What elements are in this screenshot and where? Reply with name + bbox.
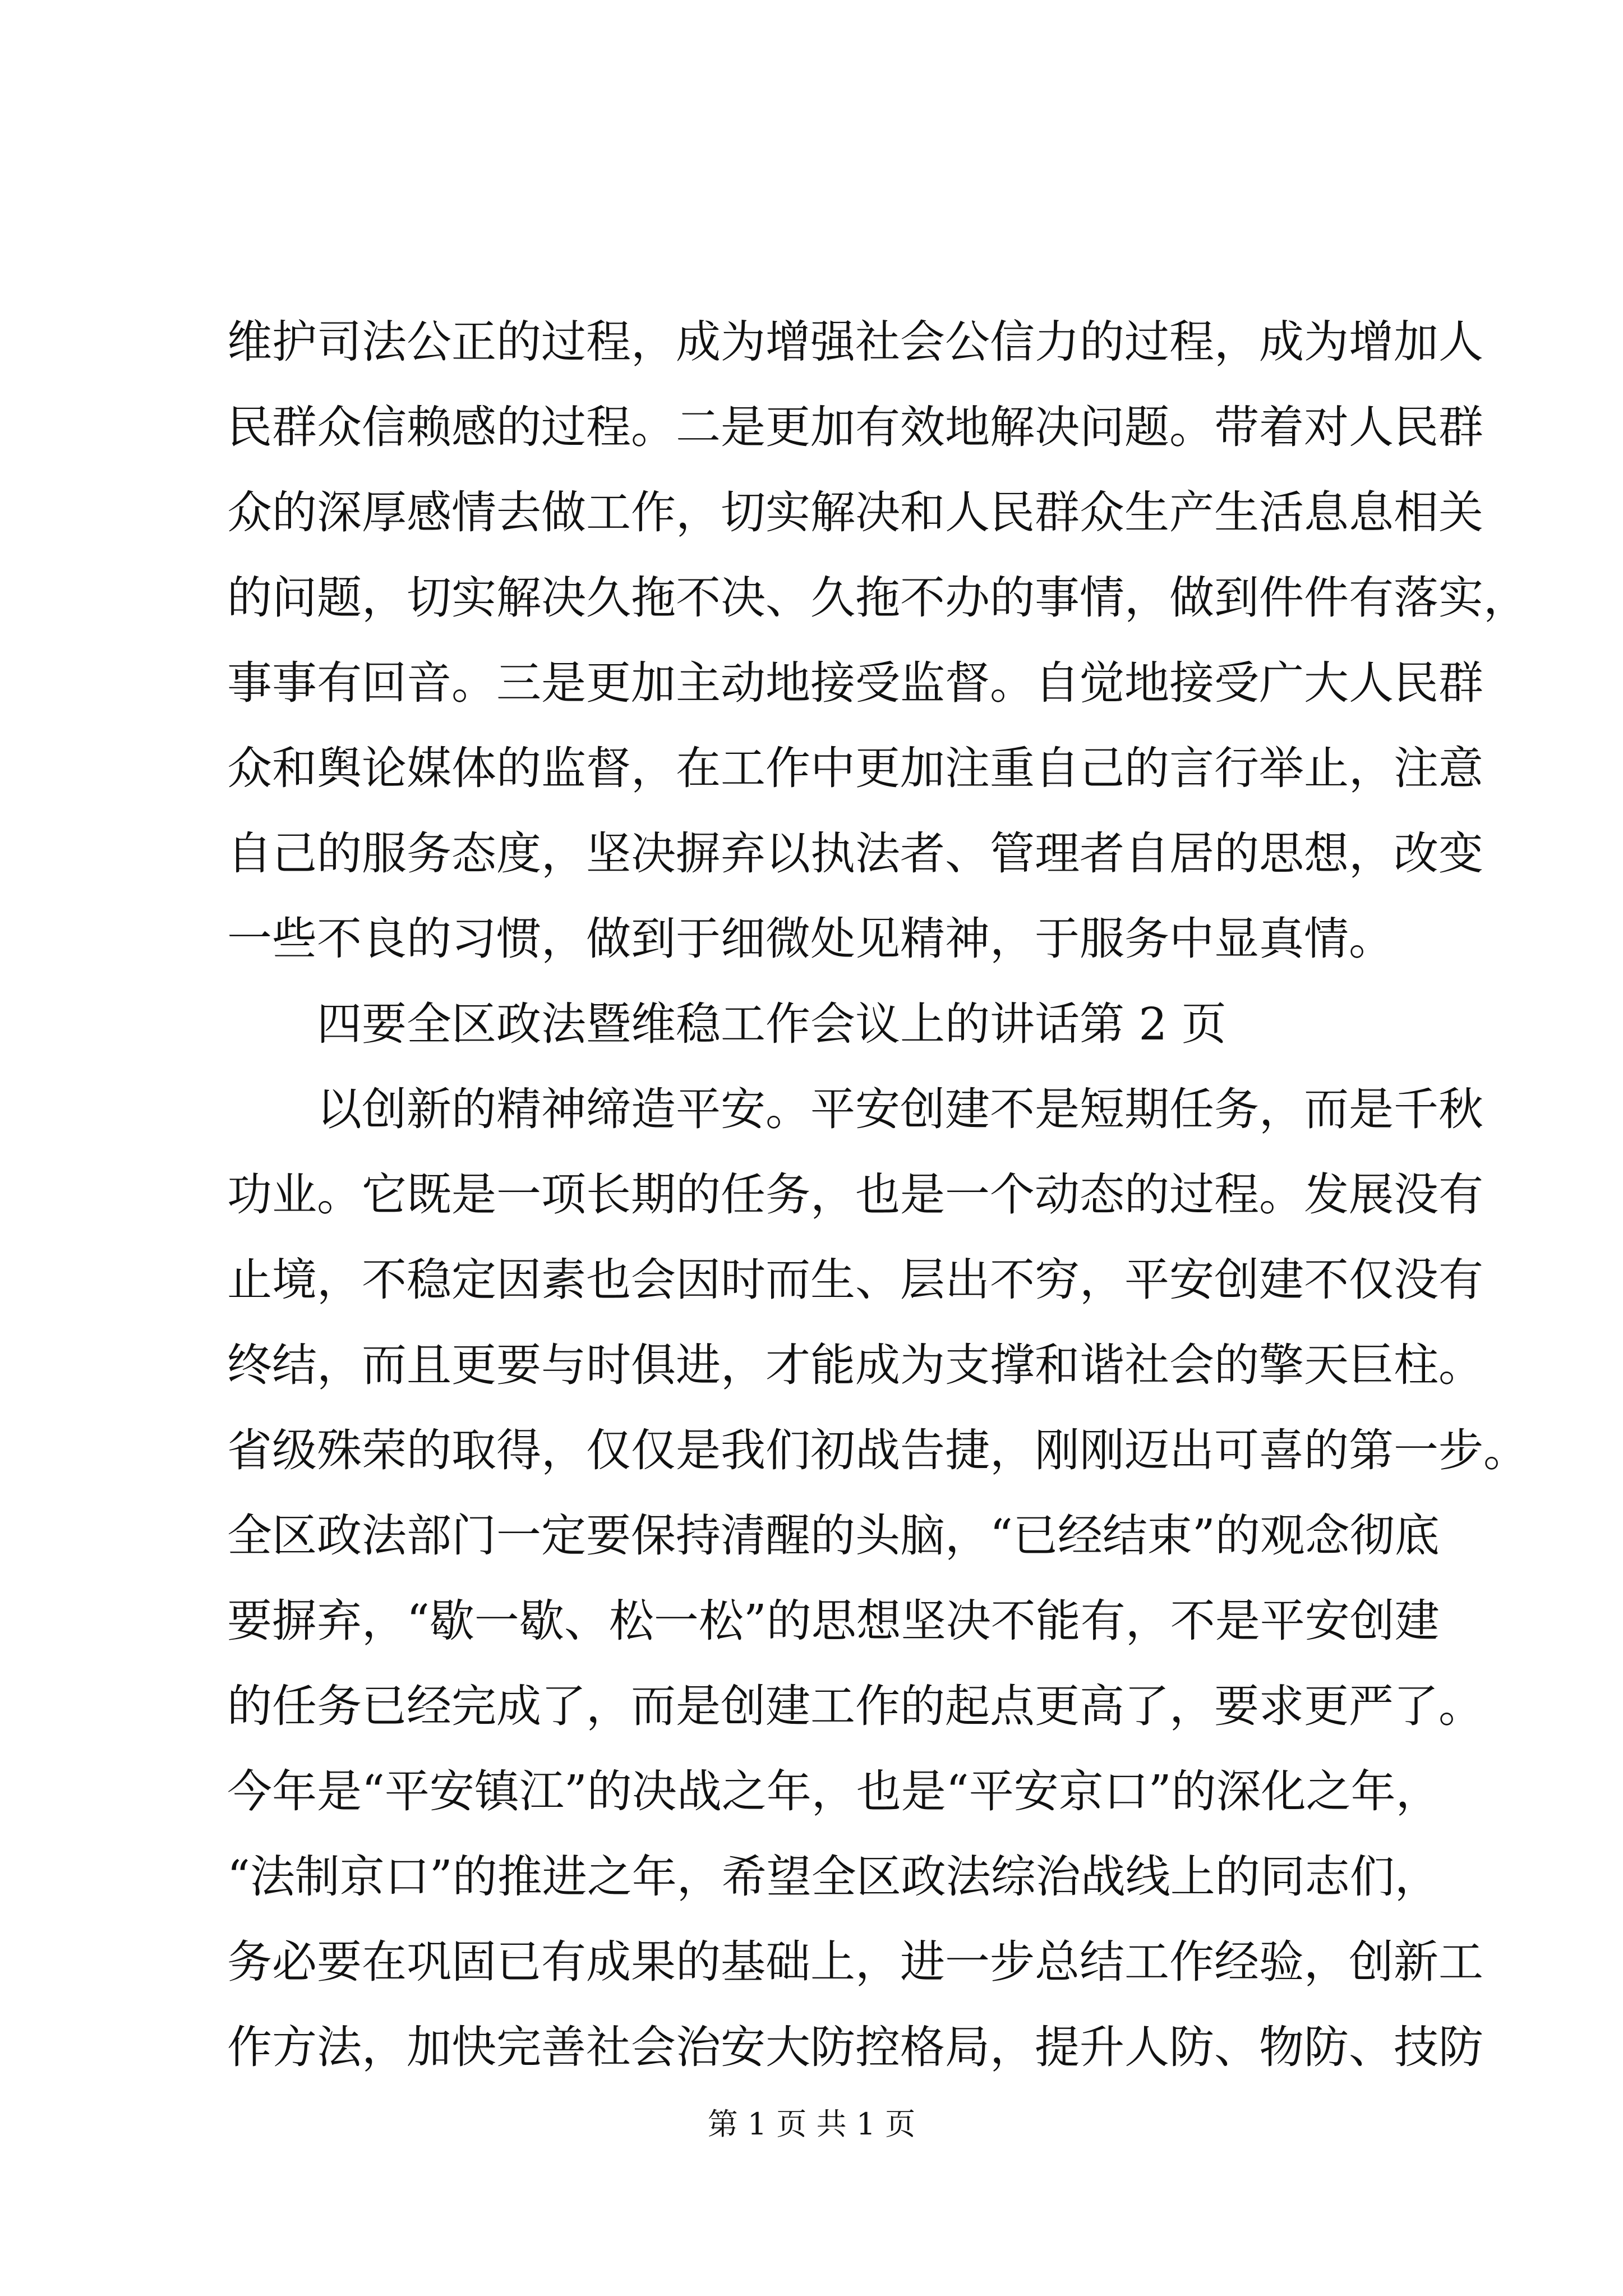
- text-line: 今年是“平安镇江”的决战之年，也是“平安京口”的深化之年，: [227, 1765, 1441, 1818]
- text-line: 的任务已经完成了，而是创建工作的起点更高了，要求更严了。: [227, 1680, 1483, 1732]
- text-line: 以创新的精神缔造平安。平安创建不是短期任务，而是千秋: [317, 1083, 1483, 1135]
- text-line: 的问题，切实解决久拖不决、久拖不办的事情，做到件件有落实，: [227, 572, 1528, 624]
- text-line: 止境，不稳定因素也会因时而生、层出不穷，平安创建不仅没有: [227, 1254, 1483, 1306]
- page-footer: [0, 2105, 1623, 2144]
- text-line: 省级殊荣的取得，仅仅是我们初战告捷，刚刚迈出可喜的第一步。: [227, 1424, 1528, 1476]
- text-line: 务必要在巩固已有成果的基础上，进一步总结工作经验，创新工: [227, 1936, 1483, 1988]
- text-line: 事事有回音。三是更加主动地接受监督。自觉地接受广大人民群: [227, 657, 1483, 709]
- page-number-label: 第 1 页 共 1 页: [707, 2106, 916, 2142]
- text-line: 众的深厚感情去做工作，切实解决和人民群众生产生活息息相关: [227, 486, 1483, 539]
- text-line: 民群众信赖感的过程。二是更加有效地解决问题。带着对人民群: [227, 401, 1483, 453]
- section-heading: 四要全区政法暨维稳工作会议上的讲话第 2 页: [317, 998, 1227, 1050]
- text-line: 全区政法部门一定要保持清醒的头脑，“已经结束”的观念彻底: [227, 1510, 1440, 1562]
- text-line: 作方法，加快完善社会治安大防控格局，提升人防、物防、技防: [227, 2021, 1483, 2073]
- text-line: 自己的服务态度，坚决摒弃以执法者、管理者自居的思想，改变: [227, 827, 1483, 880]
- text-line: 一些不良的习惯，做到于细微处见精神，于服务中显真情。: [227, 913, 1394, 965]
- text-line: 功业。它既是一项长期的任务，也是一个动态的过程。发展没有: [227, 1168, 1483, 1221]
- text-line: “法制京口”的推进之年，希望全区政法综治战线上的同志们，: [227, 1851, 1440, 1903]
- text-line: 终结，而且更要与时俱进，才能成为支撑和谐社会的擎天巨柱。: [227, 1339, 1483, 1391]
- text-line: 众和舆论媒体的监督，在工作中更加注重自己的言行举止，注意: [227, 742, 1483, 794]
- body-text: [227, 300, 1528, 2090]
- text-line: 要摒弃，“歇一歇、松一松”的思想坚决不能有，不是平安创建: [227, 1595, 1440, 1647]
- text-line: 维护司法公正的过程，成为增强社会公信力的过程，成为增加人: [227, 316, 1483, 368]
